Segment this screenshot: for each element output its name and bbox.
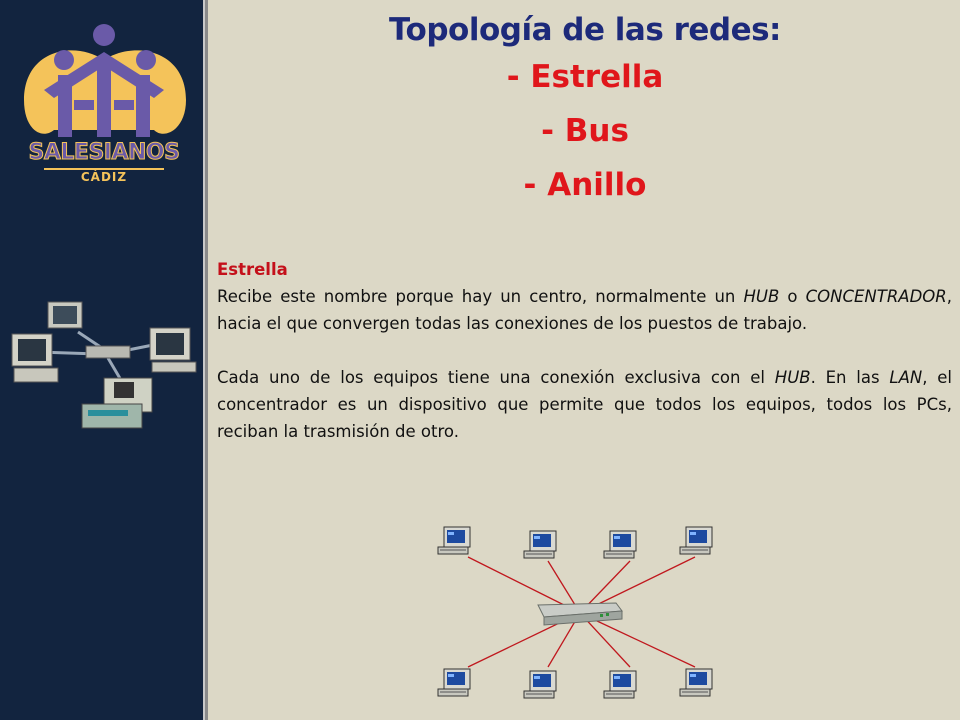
salesianos-logo [14, 20, 194, 200]
paragraph-1 [217, 283, 952, 337]
computer-icon [680, 527, 712, 554]
p1-text-a: Recibe este nombre porque hay un centro, normalmente un [217, 287, 744, 306]
computer-icon [524, 531, 556, 558]
network-illustration-icon [8, 292, 204, 442]
page-title: Topología de las redes: [389, 12, 781, 48]
p1-text-b: o [779, 287, 806, 306]
logo-city: CÁDIZ [80, 170, 128, 184]
p1-hub-term: HUB [743, 287, 780, 306]
p2-text-a: Cada uno de los equipos tiene una conexión exclusiva con el [217, 368, 775, 387]
p2-hub-term: HUB [774, 368, 811, 387]
star-topology-diagram [420, 515, 740, 720]
p2-text-b: . En las [810, 368, 890, 387]
title-block [210, 10, 960, 212]
p2-text-c: , el concentrador es un dispositivo que permite que todos los equipos, todos los PCs, reciban la trasmisión de otro. [217, 368, 953, 441]
section-heading: Estrella [217, 260, 288, 279]
paragraph-2 [217, 364, 952, 445]
p1-concentrador-term: CONCENTRADOR [805, 287, 947, 306]
p1-text-c: , hacia el que convergen todas las conexiones de los puestos de trabajo. [217, 287, 952, 333]
computer-icon [604, 671, 636, 698]
content [217, 256, 952, 472]
hub-icon [538, 603, 622, 625]
p2-lan-term: LAN [889, 368, 923, 387]
computer-icon [604, 531, 636, 558]
computer-icon [438, 527, 470, 554]
computer-icon [524, 671, 556, 698]
topology-item-anillo: - Anillo [523, 167, 647, 203]
computer-icon [438, 669, 470, 696]
sidebar [0, 0, 208, 720]
topology-item-estrella: - Estrella [506, 59, 664, 95]
topology-item-bus: - Bus [541, 113, 629, 149]
computer-icon [680, 669, 712, 696]
logo-name: SALESIANOS [28, 140, 180, 165]
